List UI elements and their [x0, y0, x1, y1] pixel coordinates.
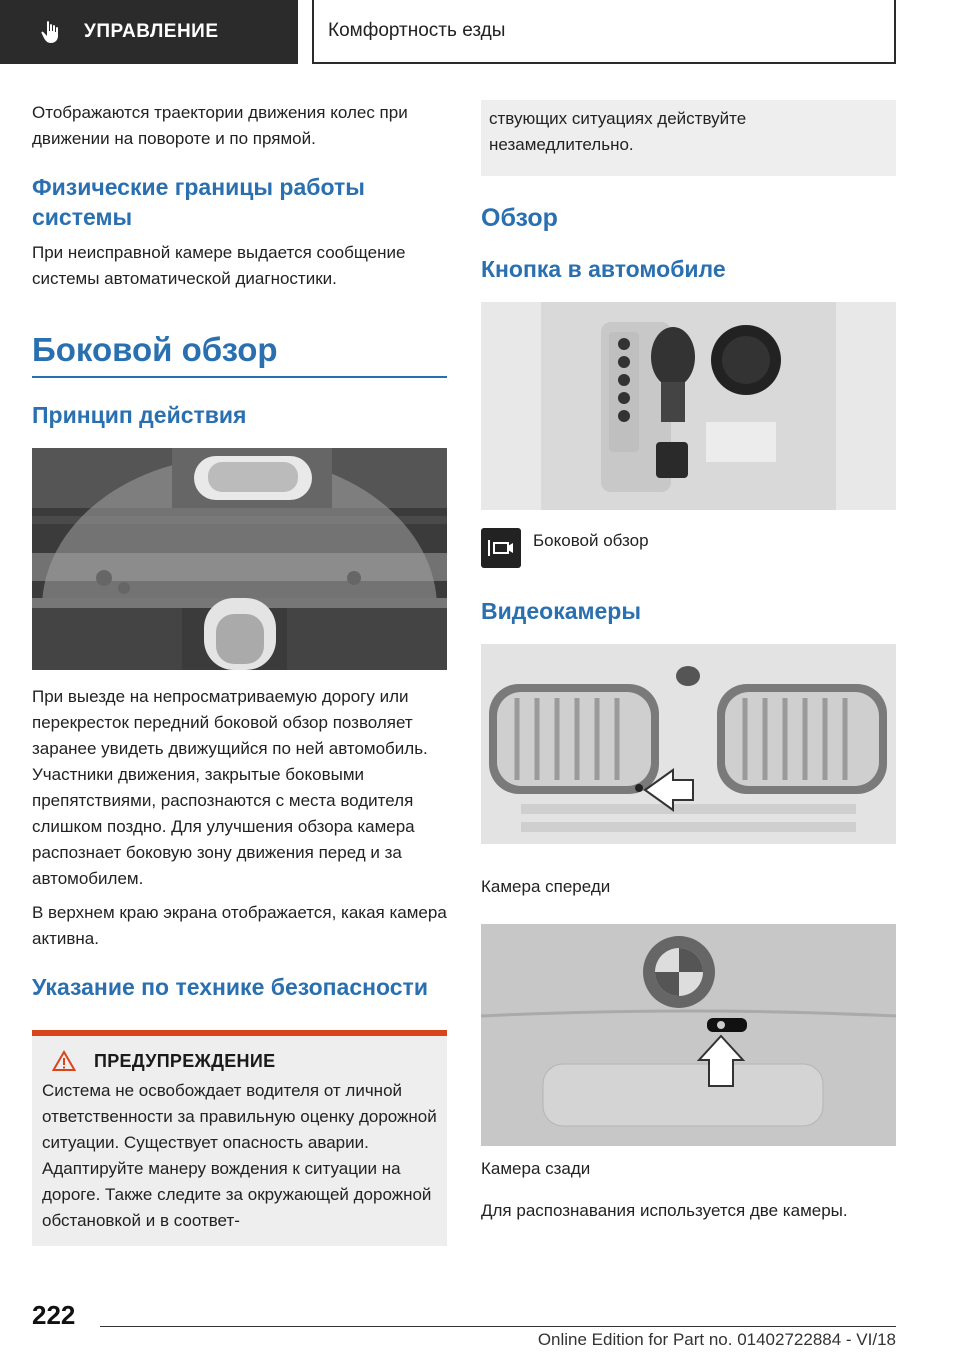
principle-text-2: В верхнем краю экрана отображается, какая камера активна.: [32, 903, 447, 948]
center-console-illustration: [481, 302, 896, 510]
safety-heading: Указание по технике безопасности: [32, 974, 428, 1000]
cameras-heading: Видеокамеры: [481, 598, 641, 624]
warning-triangle-icon: [52, 1050, 76, 1072]
warning-text: Система не освобождает водителя от личной ответственности за правильную оценку дорожной ситуации. Существует опасность аварии. Адаптируйте манеру вождения к ситуации на дороге. Также следите за окружающей дорожной обстановкой и в соответ-: [42, 1081, 437, 1230]
footer-rule: [100, 1326, 896, 1327]
front-camera-illustration: [481, 644, 896, 844]
side-view-button-label: Боковой обзор: [533, 531, 649, 550]
side-view-button-icon[interactable]: [481, 528, 521, 568]
intro-text: Отображаются траектории движения колес при движении на повороте и по прямой.: [32, 103, 408, 148]
rear-camera-caption: Камера сзади: [481, 1159, 591, 1178]
limits-heading: Физические границы работы системы: [32, 174, 365, 230]
principle-heading: Принцип действия: [32, 402, 247, 428]
warning-label: ПРЕДУПРЕЖДЕНИЕ: [94, 1050, 276, 1071]
warning-title: [42, 1050, 437, 1072]
chapter-title: Комфортность езды: [312, 0, 896, 64]
edition-text: Online Edition for Part no. 01402722884 - VI/18: [537, 1330, 896, 1349]
side-view-illustration: [32, 448, 447, 670]
right-column: [481, 100, 896, 1224]
page-number: 222: [32, 1300, 76, 1330]
heading-rule: [32, 376, 447, 378]
button-heading: Кнопка в автомобиле: [481, 256, 726, 282]
principle-text-1: При выезде на непросматриваемую дорогу или перекресток передний боковой обзор позволяет заранее увидеть движущийся по ней автомобиль. Участники движения, закрытые боковыми препятствиями, распознаются с места водителя слишком поздно. Для улучшения обзора камера распознает боковую зону движения перед и за автомобилем.: [32, 687, 428, 888]
section-tab: [0, 0, 298, 64]
side-view-heading: Боковой обзор: [32, 331, 278, 368]
section-label: УПРАВЛЕНИЕ: [84, 21, 219, 42]
left-column: [32, 100, 447, 1246]
hand-icon: [38, 19, 64, 45]
overview-heading: Обзор: [481, 204, 558, 232]
warning-continuation: ствующих ситуациях действуйте незамедлительно.: [489, 109, 747, 154]
rear-camera-illustration: [481, 924, 896, 1146]
front-camera-caption: Камера спереди: [481, 877, 611, 896]
warning-box: [32, 1036, 447, 1246]
limits-text: При неисправной камере выдается сообщение системы автоматической диагностики.: [32, 243, 406, 288]
side-view-button-row: [481, 528, 896, 568]
two-cameras-text: Для распознавания используется две камеры.: [481, 1201, 848, 1220]
warning-continuation-box: [481, 100, 896, 176]
